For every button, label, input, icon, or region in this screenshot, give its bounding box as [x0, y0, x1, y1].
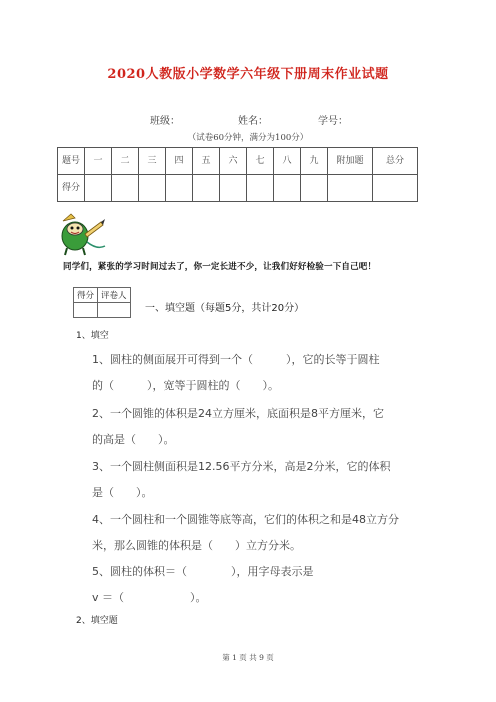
grader-box-cell — [74, 303, 98, 318]
score-table-col: 四 — [166, 148, 193, 175]
score-cell — [220, 175, 247, 202]
score-cell — [193, 175, 220, 202]
id-label: 学号： — [318, 116, 348, 127]
question-line: 是（ ）。 — [92, 486, 153, 499]
section-heading: 一、填空题（每题5分，共计20分） — [145, 303, 305, 314]
page-title: 2020人教版小学数学六年级下册周末作业试题 — [107, 67, 389, 82]
question-line: 5、圆柱的体积＝（ ），用字母表示是 — [92, 565, 314, 578]
score-table-row-label: 题号 — [58, 148, 85, 175]
class-label: 班级： — [150, 116, 180, 127]
grader-box-reviewer-label: 评卷人 — [98, 288, 131, 303]
subsection-heading: 2、填空题 — [76, 616, 118, 626]
grader-box-cell — [98, 303, 131, 318]
question-line: 1、圆柱的侧面展开可得到一个（ ），它的长等于圆柱 — [92, 353, 380, 366]
subsection-heading: 1、填空 — [76, 331, 109, 341]
score-table-header-row — [58, 148, 418, 175]
question-line: 2、一个圆锥的体积是24立方厘米，底面积是8平方厘米，它 — [92, 407, 384, 420]
question-line: 3、一个圆柱侧面积是12.56平方分米，高是2分米，它的体积 — [92, 460, 391, 473]
score-table-col: 附加题 — [328, 148, 373, 175]
question-line: v ＝（ ）。 — [92, 591, 207, 604]
score-cell — [328, 175, 373, 202]
score-table-col: 六 — [220, 148, 247, 175]
score-cell — [85, 175, 112, 202]
pencil-mascot-icon — [57, 212, 107, 256]
score-table-col: 七 — [247, 148, 274, 175]
score-table-col: 二 — [112, 148, 139, 175]
score-cell — [247, 175, 274, 202]
exam-note: （试卷60分钟，满分为100分） — [187, 133, 309, 143]
question-line: 4、一个圆柱和一个圆锥等底等高，它们的体积之和是48立方分 — [92, 513, 399, 526]
score-table-col: 九 — [301, 148, 328, 175]
score-table-col: 八 — [274, 148, 301, 175]
score-table-col: 总分 — [373, 148, 418, 175]
score-table-col: 一 — [85, 148, 112, 175]
student-info-row — [150, 112, 348, 127]
score-cell — [301, 175, 328, 202]
score-cell — [112, 175, 139, 202]
score-table-col: 五 — [193, 148, 220, 175]
score-cell — [274, 175, 301, 202]
score-row-label: 得分 — [58, 175, 85, 202]
question-line: 的（ ），宽等于圆柱的（ ）。 — [92, 379, 279, 392]
page-footer: 第 1 页 共 9 页 — [222, 653, 274, 662]
score-table — [57, 147, 418, 202]
score-cell — [373, 175, 418, 202]
score-table-col: 三 — [139, 148, 166, 175]
score-table-score-row — [58, 175, 418, 202]
name-label: 姓名： — [238, 116, 268, 127]
question-line: 的高是（ ）。 — [92, 433, 175, 446]
motto-text: 同学们，紧张的学习时间过去了，你一定长进不少，让我们好好检验一下自己吧！ — [63, 262, 377, 272]
question-line: 米，那么圆锥的体积是（ ）立方分米。 — [92, 539, 301, 552]
score-cell — [166, 175, 193, 202]
grader-box — [73, 287, 131, 318]
grader-box-score-label: 得分 — [74, 288, 98, 303]
score-cell — [139, 175, 166, 202]
